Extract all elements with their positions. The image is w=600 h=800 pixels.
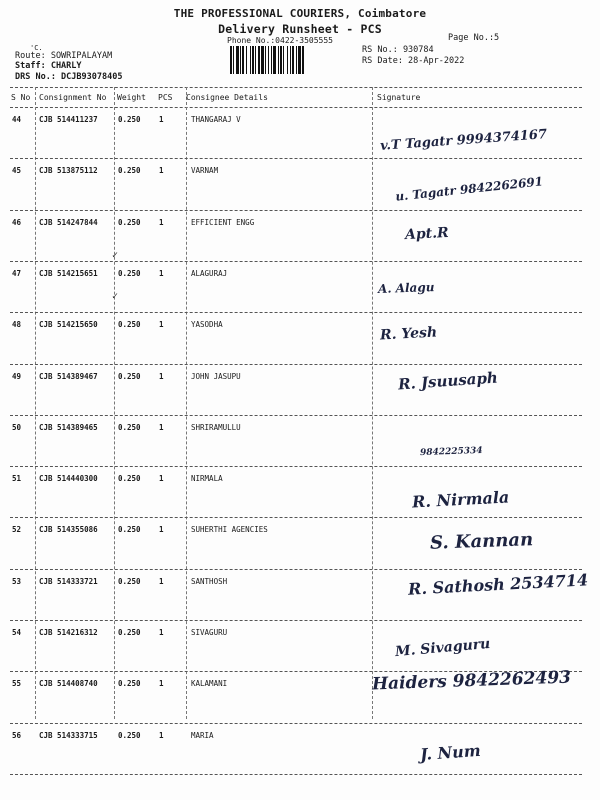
row-pcs: 1 bbox=[159, 730, 164, 740]
row-weight: 0.250 bbox=[118, 628, 141, 637]
row-separator bbox=[10, 261, 582, 262]
header-top-rule bbox=[10, 87, 582, 88]
row-consignee: NIRMALA bbox=[191, 474, 223, 484]
row-sno: 48 bbox=[12, 320, 22, 330]
handwritten-signature: Haiders 9842262493 bbox=[371, 667, 572, 695]
row-pcs: 1 bbox=[159, 115, 164, 124]
row-separator bbox=[10, 620, 582, 621]
row-separator bbox=[10, 312, 582, 313]
row-consignee: KALAMANI bbox=[191, 679, 228, 689]
col-header-weight: Weight bbox=[117, 93, 146, 102]
check-mark: ✓ bbox=[112, 291, 119, 302]
barcode bbox=[230, 46, 348, 74]
row-consignee: VARNAM bbox=[191, 166, 219, 176]
phone-number: Phone No.:0422-3505555 bbox=[227, 36, 333, 45]
row-pcs: 1 bbox=[159, 679, 164, 689]
row-consignment-no: CJB 514355086 bbox=[39, 525, 98, 535]
row-weight: 0.250 bbox=[118, 217, 141, 227]
row-weight: 0.250 bbox=[118, 576, 141, 586]
row-separator bbox=[10, 210, 582, 211]
row-consignee: THANGARAJ V bbox=[191, 115, 241, 124]
handwritten-signature: S. Kannan bbox=[429, 529, 534, 555]
row-separator bbox=[10, 569, 582, 570]
row-weight: 0.250 bbox=[118, 679, 141, 689]
row-consignee: SIVAGURU bbox=[191, 628, 228, 637]
row-consignment-no: CJB 514440300 bbox=[39, 474, 98, 484]
row-sno: 54 bbox=[12, 628, 22, 637]
row-consignment-no: CJB 514408740 bbox=[39, 679, 98, 689]
row-sno: 52 bbox=[12, 525, 22, 535]
row-weight: 0.250 bbox=[118, 422, 141, 432]
row-weight: 0.250 bbox=[118, 525, 141, 535]
row-pcs: 1 bbox=[159, 217, 164, 227]
row-consignment-no: CJB 514389465 bbox=[39, 422, 98, 432]
row-pcs: 1 bbox=[159, 268, 164, 278]
col-header-pcs: PCS bbox=[158, 93, 173, 102]
row-consignee: JOHN JASUPU bbox=[191, 371, 241, 381]
rs-number: RS No.: 930784 bbox=[362, 45, 434, 55]
row-sno: 53 bbox=[12, 576, 22, 586]
header-bottom-rule bbox=[10, 107, 582, 108]
route-label: Route: SOWRIPALAYAM bbox=[15, 51, 113, 61]
row-consignee: EFFICIENT ENGG bbox=[191, 217, 255, 227]
row-pcs: 1 bbox=[159, 576, 164, 586]
row-sno: 50 bbox=[12, 422, 22, 432]
row-separator bbox=[10, 415, 582, 416]
drs-number: DRS No.: DCJB93078405 bbox=[15, 72, 123, 82]
row-consignment-no: CJB 514411237 bbox=[39, 115, 98, 124]
row-weight: 0.250 bbox=[118, 320, 141, 330]
col-header-consignment: Consignment No bbox=[39, 93, 107, 102]
corner-mark: 'C. bbox=[30, 44, 43, 52]
handwritten-signature: J. Num bbox=[419, 740, 482, 764]
row-weight: 0.250 bbox=[118, 166, 141, 176]
row-separator bbox=[10, 158, 582, 159]
row-consignee: ALAGURAJ bbox=[191, 268, 228, 278]
row-weight: 0.250 bbox=[118, 474, 141, 484]
row-consignment-no: CJB 514333721 bbox=[39, 576, 98, 586]
row-pcs: 1 bbox=[159, 371, 164, 381]
row-consignment-no: CJB 514215651 bbox=[39, 268, 98, 278]
row-consignee: SUHERTHI AGENCIES bbox=[191, 525, 268, 535]
row-sno: 56 bbox=[12, 730, 22, 740]
row-separator bbox=[10, 774, 582, 775]
row-consignee: MARIA bbox=[191, 730, 214, 740]
company-title: THE PROFESSIONAL COURIERS, Coimbatore bbox=[173, 7, 427, 20]
row-consignee: SHRIRAMULLU bbox=[191, 422, 241, 432]
row-sno: 47 bbox=[12, 268, 22, 278]
row-consignment-no: CJB 513875112 bbox=[39, 166, 98, 176]
row-consignment-no: CJB 514333715 bbox=[39, 730, 98, 740]
row-consignment-no: CJB 514215650 bbox=[39, 320, 98, 330]
col-header-sno: S No bbox=[11, 93, 31, 102]
row-pcs: 1 bbox=[159, 422, 164, 432]
row-consignee: YASODHA bbox=[191, 320, 223, 330]
row-weight: 0.250 bbox=[118, 115, 141, 124]
row-consignment-no: CJB 514389467 bbox=[39, 371, 98, 381]
row-sno: 49 bbox=[12, 371, 22, 381]
handwritten-signature: 9842225334 bbox=[419, 445, 483, 458]
row-separator bbox=[10, 723, 582, 724]
col-header-signature: Signature bbox=[377, 93, 421, 102]
row-separator bbox=[10, 517, 582, 518]
handwritten-signature: u. Tagatr 9842262691 bbox=[394, 174, 544, 205]
row-pcs: 1 bbox=[159, 525, 164, 535]
row-weight: 0.250 bbox=[118, 371, 141, 381]
handwritten-signature: M. Sivaguru bbox=[394, 635, 491, 661]
row-pcs: 1 bbox=[159, 474, 164, 484]
runsheet-title: Delivery Runsheet - PCS bbox=[218, 22, 382, 36]
row-weight: 0.250 bbox=[118, 730, 141, 740]
row-pcs: 1 bbox=[159, 320, 164, 330]
staff-label: Staff: CHARLY bbox=[15, 61, 82, 71]
row-weight: 0.250 bbox=[118, 268, 141, 278]
page-number: Page No.:5 bbox=[448, 33, 500, 43]
handwritten-signature: v.T Tagatr 9994374167 bbox=[379, 127, 548, 154]
row-pcs: 1 bbox=[159, 166, 164, 176]
row-pcs: 1 bbox=[159, 628, 164, 637]
col-header-consignee: Consignee Details bbox=[186, 93, 268, 102]
handwritten-signature: A. Alagu bbox=[377, 279, 435, 296]
handwritten-signature: R. Nirmala bbox=[411, 487, 510, 512]
row-sno: 55 bbox=[12, 679, 22, 689]
handwritten-signature: R. Yesh bbox=[379, 324, 438, 344]
row-sno: 45 bbox=[12, 166, 22, 176]
rs-date: RS Date: 28-Apr-2022 bbox=[362, 56, 465, 66]
row-consignee: SANTHOSH bbox=[191, 576, 228, 586]
row-consignment-no: CJB 514216312 bbox=[39, 628, 98, 637]
row-sno: 46 bbox=[12, 217, 22, 227]
handwritten-signature: R. Jsuusaph bbox=[397, 368, 499, 393]
row-sno: 51 bbox=[12, 474, 22, 484]
handwritten-signature: Apt.R bbox=[404, 224, 450, 243]
row-separator bbox=[10, 364, 582, 365]
check-mark: ✓ bbox=[112, 250, 119, 261]
row-separator bbox=[10, 466, 582, 467]
row-consignment-no: CJB 514247844 bbox=[39, 217, 98, 227]
handwritten-signature: R. Sathosh 2534714 bbox=[407, 569, 589, 599]
row-sno: 44 bbox=[12, 115, 22, 124]
